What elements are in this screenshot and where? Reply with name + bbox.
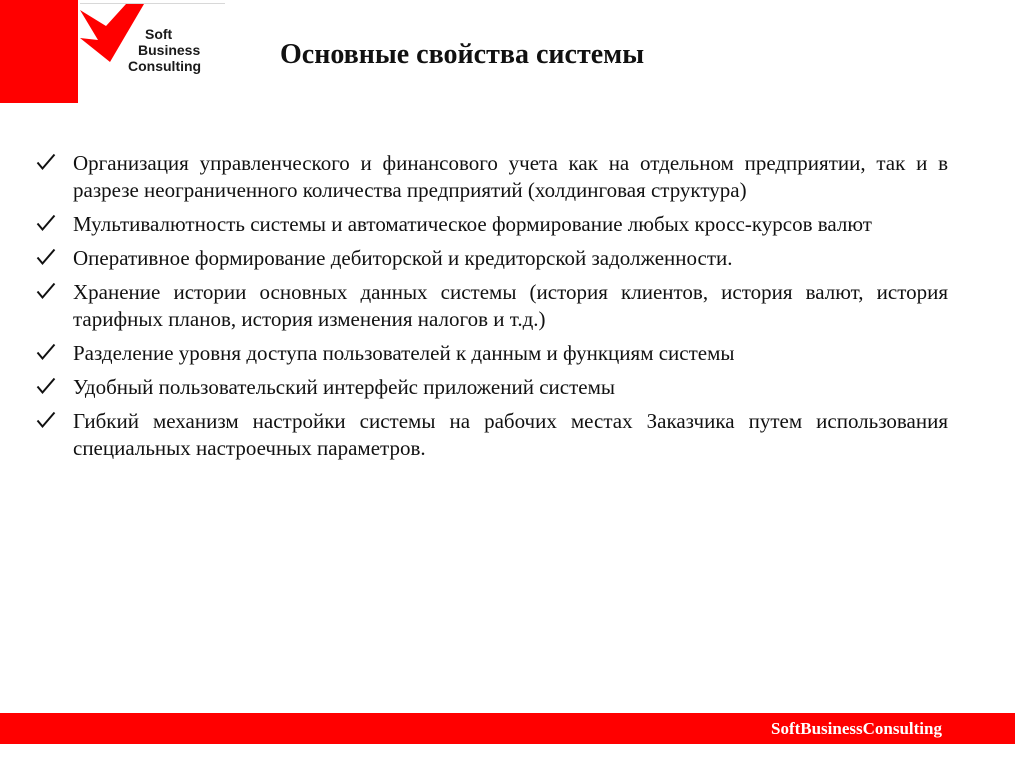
list-item: [36, 279, 948, 333]
list-item: [36, 150, 948, 204]
corner-red-block: [0, 0, 78, 103]
checkmark-icon: [36, 411, 56, 429]
logo-text-consulting: Consulting: [128, 58, 202, 74]
list-item-text: Организация управленческого и финансового учета как на отдельном предприятии, так и в разрезе неограниченного количества предприятий (холдинговая структура): [73, 151, 948, 202]
checkmark-icon: [36, 214, 56, 232]
footer-bar: [0, 713, 1015, 744]
checkmark-icon: [36, 282, 56, 300]
checkmark-icon: [36, 153, 56, 171]
page-title: Основные свойства системы: [280, 39, 645, 70]
list-item-text: Удобный пользовательский интерфейс приложений системы: [73, 375, 615, 399]
list-item: [36, 211, 948, 238]
logo-text-business: Business: [138, 42, 201, 58]
list-item: [36, 374, 948, 401]
feature-list: [36, 150, 948, 469]
list-item-text: Хранение истории основных данных системы (история клиентов, история валют, история тарифных планов, история изменения налогов и т.д.): [73, 280, 948, 331]
checkmark-icon: [36, 343, 56, 361]
list-item-text: Мультивалютность системы и автоматическое формирование любых кросс-курсов валют: [73, 212, 872, 236]
logo-text-soft: Soft: [145, 26, 173, 42]
checkmark-icon: [36, 248, 56, 266]
footer-company-name: SoftBusinessConsulting: [770, 719, 942, 738]
list-item: [36, 408, 948, 462]
company-logo: [80, 3, 225, 74]
list-item-text: Оперативное формирование дебиторской и кредиторской задолженности.: [73, 246, 733, 270]
list-item-text: Гибкий механизм настройки системы на рабочих местах Заказчика путем использования специальных настроечных параметров.: [73, 409, 948, 460]
checkmark-icon: [36, 377, 56, 395]
list-item: [36, 340, 948, 367]
list-item-text: Разделение уровня доступа пользователей к данным и функциям системы: [73, 341, 735, 365]
list-item: [36, 245, 948, 272]
